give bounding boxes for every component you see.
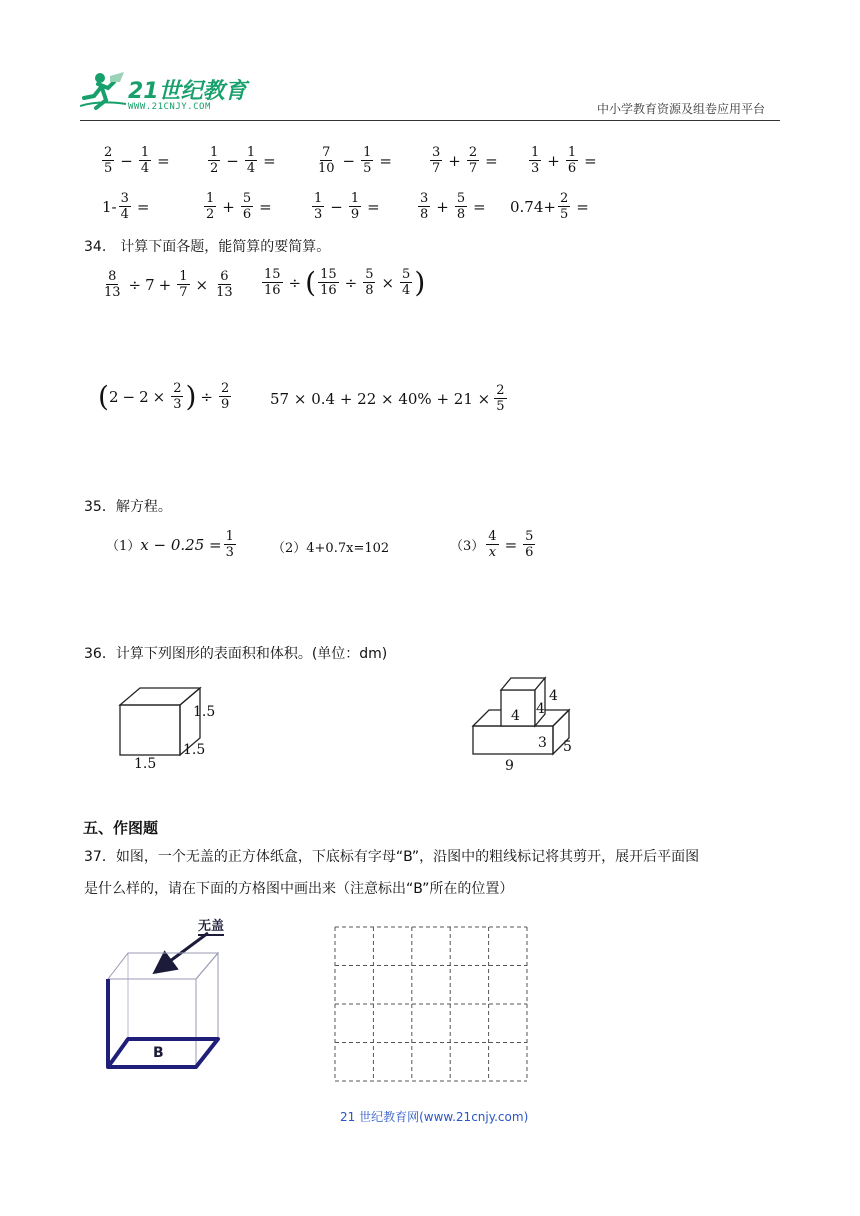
expr-row1-5: $\frac{1}{3}$ + $\frac{1}{6}$ = [531,145,597,176]
open-box-drawing [100,915,250,1080]
base-height-label: 3 [538,735,547,751]
open-box-figure [100,915,250,1080]
platform-title: 中小学教育资源及组卷应用平台 [597,102,766,116]
footer-credit: 21 世纪教育网(www.21cnjy.com) [340,1110,529,1124]
expr-row2-3: $\frac{1}{3}$ − $\frac{1}{9}$ = [314,191,380,222]
q34-expr4: 57 × 0.4 + 22 × 40% + 21 × $\frac{2}{5}$ [270,383,505,414]
base-width-label: 9 [505,758,514,774]
header-divider [80,120,780,121]
top-cube-side-label: 4 [536,701,545,717]
cube-drawing [110,680,230,775]
logo-main-text: 21世纪教育 [128,79,247,104]
runner-logo-icon [80,70,128,112]
expr-row1-1: $\frac{2}{5}$ − $\frac{1}{4}$ = [104,145,170,176]
cube-depth-label: 1.5 [183,742,206,758]
drawing-grid[interactable] [334,926,528,1082]
q34-expr1: $\frac{8}{13}$ ÷ 7 + $\frac{1}{7}$ × $\frac{6}{13}$ [104,269,233,300]
dashed-grid [334,926,528,1082]
expr-row2-4: $\frac{3}{8}$ + $\frac{5}{8}$ = [420,191,486,222]
logo [80,70,250,115]
cube-figure [110,680,230,775]
question-34-title: 34. 计算下面各题，能简算的要简算。 [84,239,331,255]
q34-expr2: $\frac{15}{16}$ ÷ ( $\frac{15}{16}$ ÷ $\frac{5}{8}$ × $\frac{5}{4}$ ) [264,265,426,299]
expr-row1-3: $\frac{7}{10}$ − $\frac{1}{5}$ = [318,145,392,176]
q35-eq2: （2）4+0.7x=102 [272,541,390,556]
q35-eq3: （3） $\frac{4}{x}$ = $\frac{5}{6}$ [450,529,534,560]
q35-eq1: （1） x − 0.25 = $\frac{1}{3}$ [106,529,234,560]
expr-row1-2: $\frac{1}{2}$ − $\frac{1}{4}$ = [210,145,276,176]
top-cube-front-label: 4 [511,708,520,724]
q34-expr3: ( 2 − 2 × $\frac{2}{3}$ ) ÷ $\frac{2}{9}$ [98,379,230,413]
cube-width-label: 1.5 [134,756,157,772]
expr-row2-2: $\frac{1}{2}$ + $\frac{5}{6}$ = [206,191,272,222]
bottom-letter-b: B [153,1045,164,1061]
top-cube-height-label: 4 [549,688,558,704]
no-lid-label: 无盖 [198,915,224,936]
expr-row2-1: 1- $\frac{3}{4}$ = [102,191,150,222]
base-depth-label: 5 [563,739,572,755]
cube-height-label: 1.5 [193,704,216,720]
question-37-line2: 是什么样的，请在下面的方格图中画出来（注意标出“B”所在的位置） [84,881,514,897]
question-36-title: 36．计算下列图形的表面积和体积。(单位：dm) [84,646,388,662]
logo-sub-text: WWW.21CNJY.COM [128,102,211,112]
question-35-title: 35．解方程。 [84,499,172,515]
expr-row2-5: 0.74+ $\frac{2}{5}$ = [510,191,589,222]
expr-row1-4: $\frac{3}{7}$ + $\frac{2}{7}$ = [432,145,498,176]
question-37-line1: 37．如图，一个无盖的正方体纸盒，下底标有字母“B”，沿图中的粗线标记将其剪开，展开后平面图 [84,849,700,865]
section-5-title: 五、作图题 [83,819,159,837]
